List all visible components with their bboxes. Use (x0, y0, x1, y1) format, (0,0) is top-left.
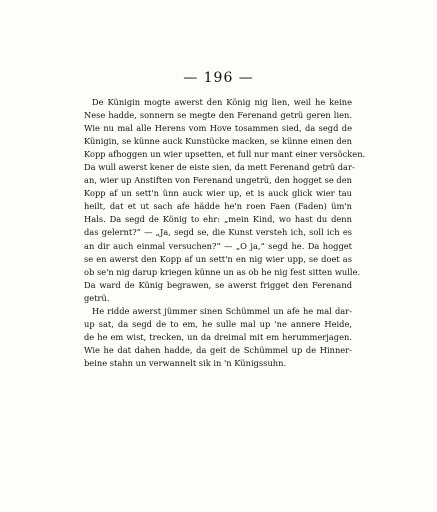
paragraph (84, 96, 366, 305)
text-line: Kopp af un sett'n ünn auck wier up, et is auck glick wier tau (84, 188, 352, 199)
text-line: De Künigin mogte awerst den König nig lien, weil he keine (92, 97, 352, 107)
page-number-header: — 196 — (183, 70, 254, 86)
text-line: de he em wist, trecken, un da dreimal mit em herummerjagen. (84, 331, 352, 342)
text-line: up sat, da segd de to em, he sulle mal up 'ne annere Heide, (84, 318, 352, 329)
text-line: se en awerst den Kopp af un sett'n en nig wier upp, se doet as (84, 253, 352, 264)
paragraph (84, 305, 352, 370)
text-line: Da wull awerst kener de eiste sien, da mett Ferenand getrü dar- (84, 162, 355, 173)
text-line: Wie he dat dahen hadde, da geit de Schümmel up de Hinner- (84, 344, 352, 355)
text-line: an, wier up Anstiften von Ferenand ungetrü, den hogget se den (84, 175, 352, 186)
text-line: ob se'n nig darup kriegen künne un as ob he nig fest sitten wulle. (84, 266, 361, 277)
text-line: getrü. (84, 292, 110, 303)
text-line: Da ward de Künig begrawen, se awerst frigget den Ferenand (84, 279, 352, 290)
text-line: Wie nu mal alle Herens vom Hove tosammen sied, da segd de (84, 123, 352, 134)
text-line: Nese hadde, sonnern se megte den Ferenand getrü geren lien. (84, 110, 352, 121)
text-line: das gelernt?“ — „Ja, segd se, die Kunst versteh ich, soll ich es (84, 227, 352, 238)
text-line: He ridde awerst jümmer sinen Schümmel un afe he mal dar- (92, 305, 352, 316)
body-text (84, 96, 366, 370)
text-line: Kopp afhoggen un wier upsetten, et full nur mant einer versöcken. (84, 149, 366, 160)
text-line: heilt, dat et ut sach afe hädde he'n roen Faen (Faden) üm'n (84, 201, 352, 212)
text-line: an dir auch einmal versuchen?“ — „O ja,“ segd he. Da hogget (84, 240, 352, 251)
text-line: Hals. Da segd de König to ehr: „mein Kind, wo hast du denn (84, 214, 352, 225)
text-line: Künigin, se künne auck Kunstücke macken, se künne einen den (84, 136, 352, 147)
text-line: beine stahn un verwannelt sik in 'n Künigssuhn. (84, 357, 287, 368)
